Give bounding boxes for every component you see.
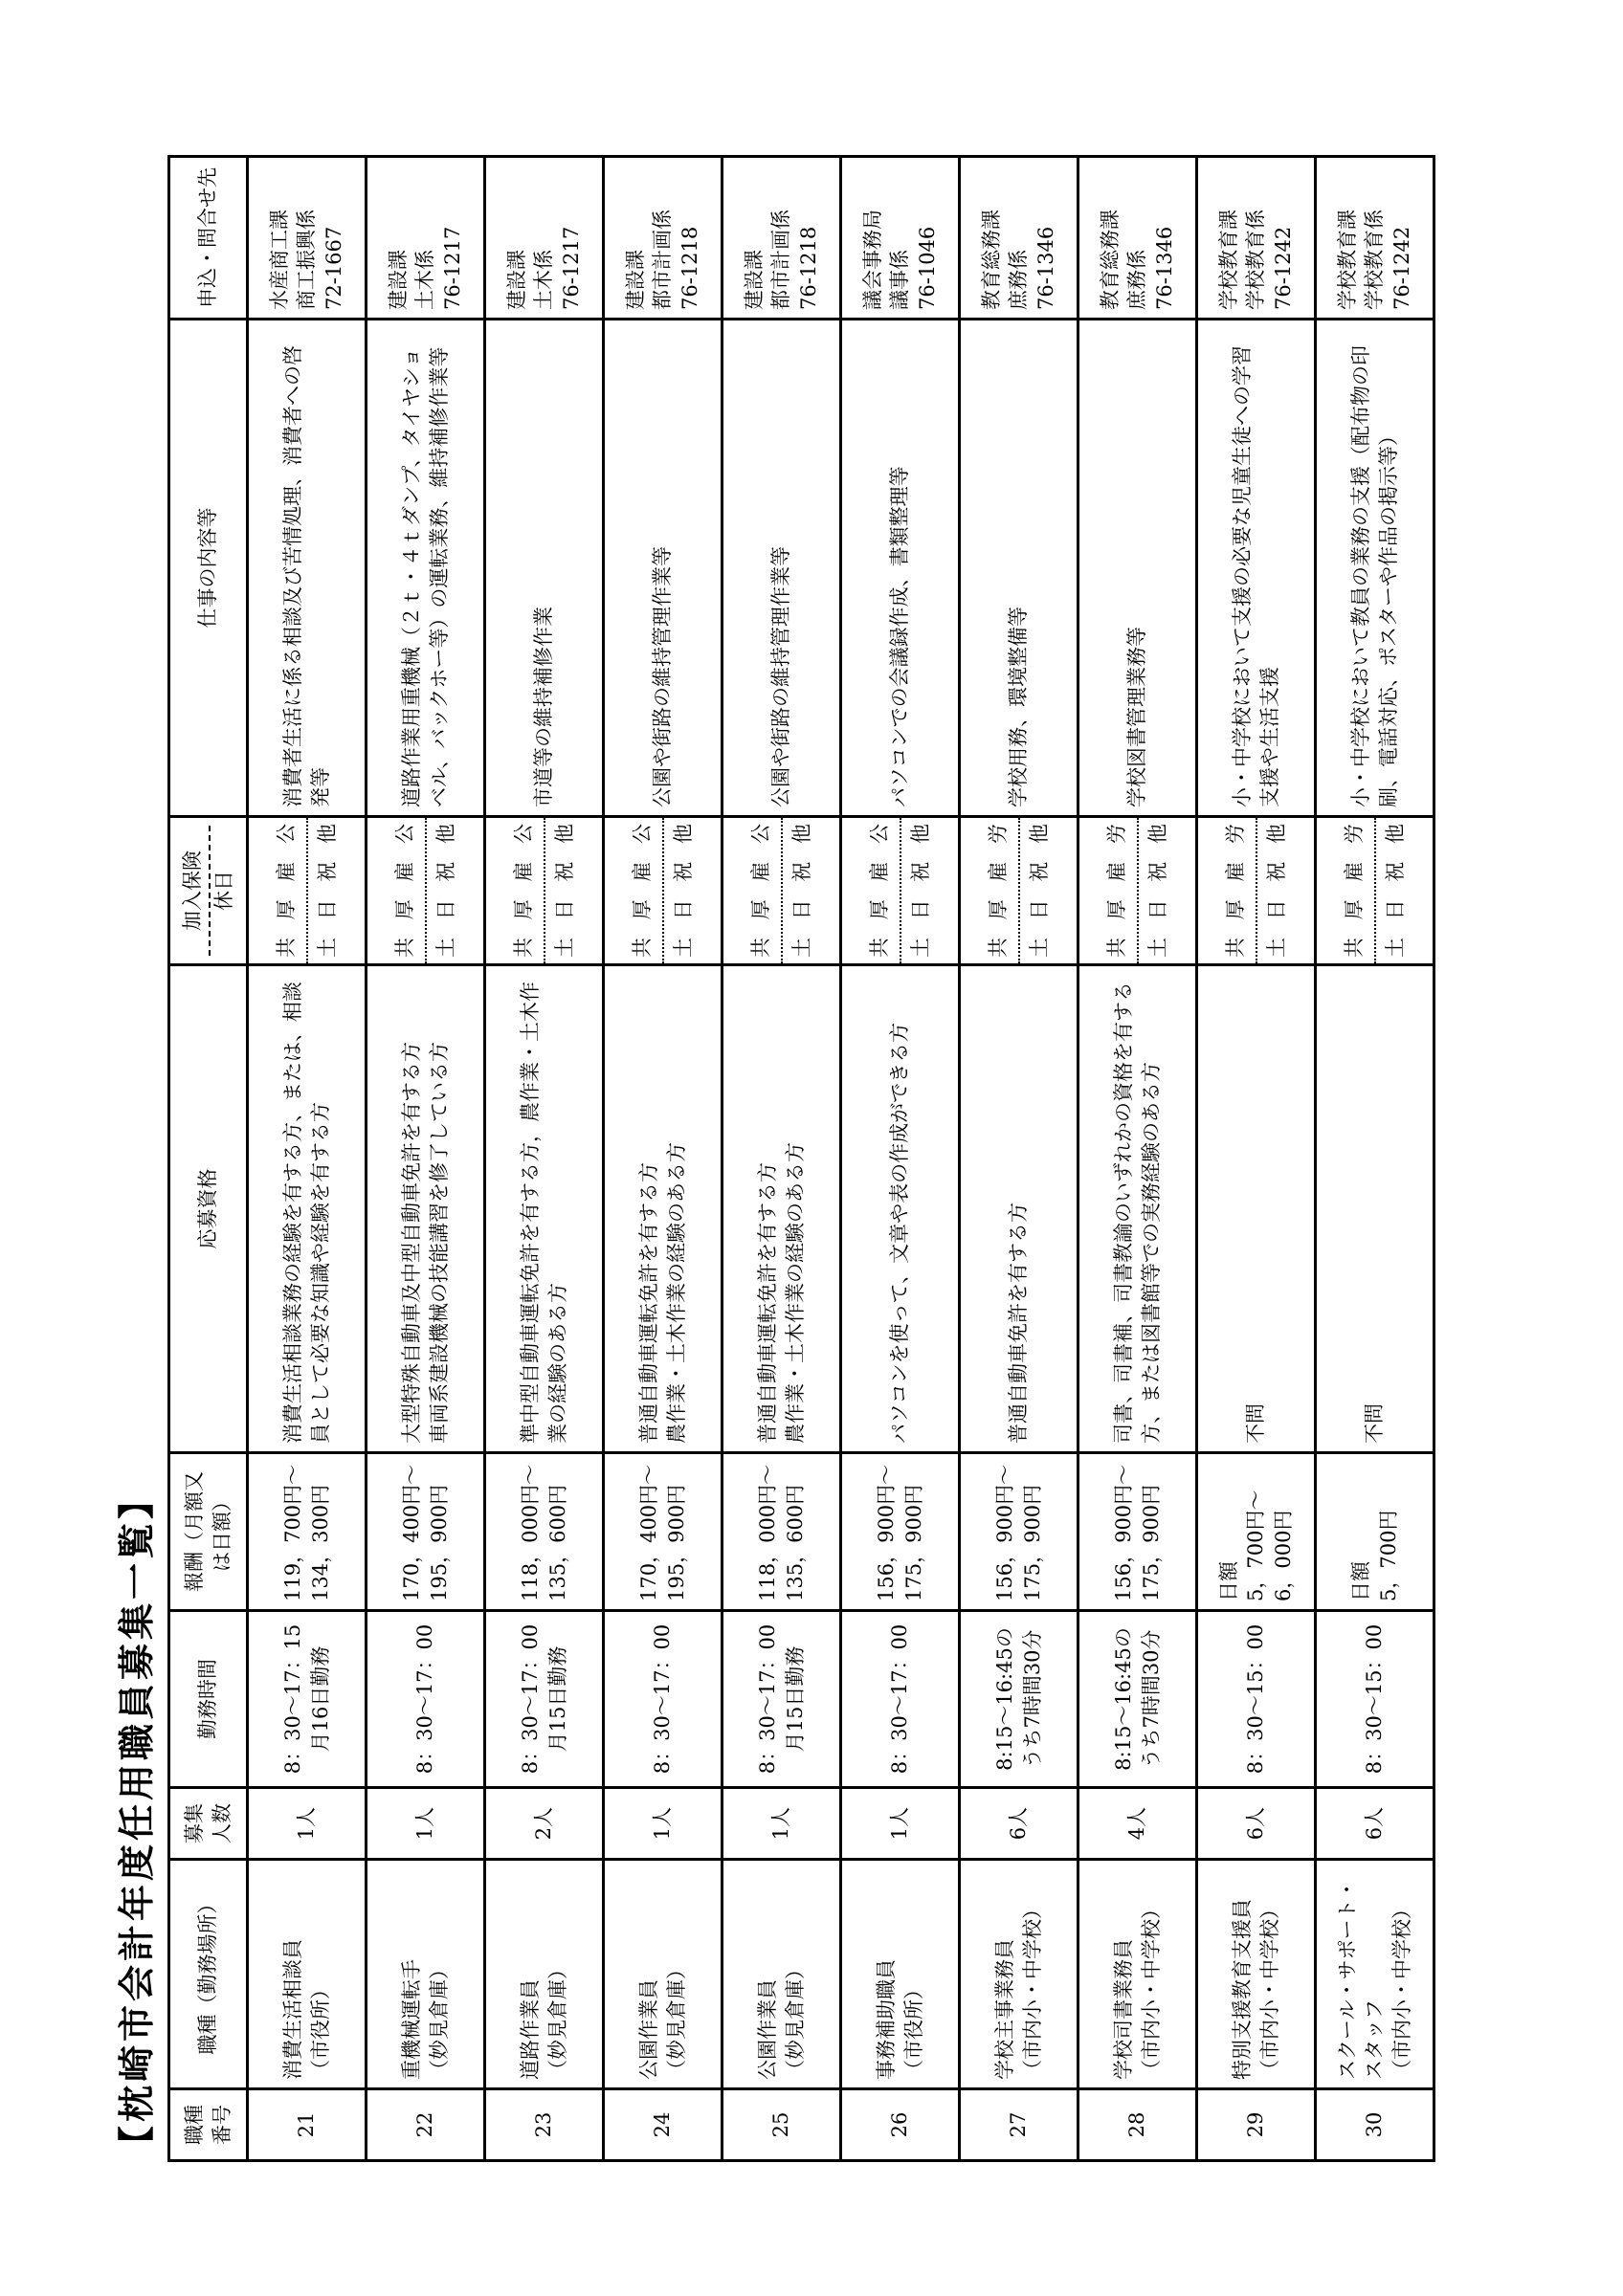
holiday-item: 土 [671,938,695,958]
row-work: 道路作業用重機械（２ｔ・４ｔダンプ、タイヤショベル、バックホー等）の運転業務、維持補修作業等 [367,320,485,817]
row-insurance [960,817,1078,965]
table-row [1197,157,1316,2161]
holiday-list [1020,818,1058,963]
insurance-item: 雇 [275,861,299,882]
holiday-item: 他 [789,824,813,845]
row-contact: 教育総務課 庶務係 76-1346 [960,157,1078,320]
insurance-item: 厚 [1105,899,1129,920]
insurance-item: 公 [393,824,417,845]
row-pay: 170，400円～ 195，900円 [367,1453,485,1611]
row-contact: 水産商工課 商工振興係 72-1667 [248,157,367,320]
insurance-list [1216,818,1256,963]
header-work: 仕事の内容等 [169,320,248,817]
insurance-list [742,818,782,963]
insurance-item: 労 [987,824,1011,845]
recruitment-table [167,155,1435,2162]
insurance-item: 雇 [512,861,536,882]
insurance-item: 共 [1224,938,1248,958]
holiday-item: 日 [1383,899,1407,920]
row-pay: 118，000円～ 135，600円 [723,1453,841,1611]
row-num: 22 [367,2089,485,2161]
row-hours: 8：30～17：00 月15日勤務 [723,1611,841,1788]
header-contact: 申込・問合せ先 [169,157,248,320]
insurance-block [1216,818,1296,963]
table-header-row [169,157,248,2161]
holiday-item: 祝 [1264,861,1288,882]
insurance-list [1335,818,1375,963]
row-hours: 8：30～17：00 [604,1611,723,1788]
holiday-item: 祝 [552,861,576,882]
holiday-item: 他 [552,824,576,845]
holiday-item: 日 [434,899,457,920]
row-job: 公園作業員 （妙見倉庫） [604,1860,723,2089]
row-job: 学校主事業務員 （市内小・中学校） [960,1860,1078,2089]
header-num: 職種番号 [169,2089,248,2161]
row-num: 27 [960,2089,1078,2161]
row-work: 消費者生活に係る相談及び苦情処理、消費者への啓発等 [248,320,367,817]
insurance-item: 厚 [749,899,773,920]
insurance-list [623,818,663,963]
insurance-item: 公 [868,824,892,845]
recruitment-table-wrap [167,155,1435,2162]
insurance-item: 共 [868,938,892,958]
holiday-list [1257,818,1296,963]
row-pay: 119，700円～ 134，300円 [248,1453,367,1611]
row-qualification: 不問 [1197,965,1316,1453]
holiday-list [783,818,821,963]
row-qualification: 普通自動車運転免許を有する方 農作業・土木作業の経験のある方 [604,965,723,1453]
insurance-list [1098,818,1138,963]
row-num: 26 [841,2089,960,2161]
holiday-item: 祝 [789,861,813,882]
row-count: 1人 [841,1788,960,1860]
insurance-item: 雇 [1343,861,1367,882]
insurance-list [267,818,307,963]
row-work: 公園や街路の維持管理作業等 [723,320,841,817]
row-work: 学校図書管理業務等 [1078,320,1197,817]
row-work: 公園や街路の維持管理作業等 [604,320,723,817]
insurance-item: 雇 [749,861,773,882]
holiday-item: 祝 [1383,861,1407,882]
insurance-list [386,818,426,963]
row-hours: 8：30～15：00 [1197,1611,1316,1788]
holiday-item: 祝 [315,861,339,882]
holiday-item: 土 [1145,938,1169,958]
row-job: スクール・サポート・スタッフ （市内小・中学校） [1316,1860,1434,2089]
insurance-block [979,818,1058,963]
row-count: 6人 [1316,1788,1434,1860]
row-count: 1人 [367,1788,485,1860]
holiday-item: 他 [1264,824,1288,845]
header-holiday-label: 休日 [211,871,235,911]
table-row [960,157,1078,2161]
insurance-item: 労 [1105,824,1129,845]
insurance-item: 厚 [275,899,299,920]
row-insurance [1197,817,1316,965]
holiday-item: 祝 [671,861,695,882]
insurance-block [386,818,465,963]
insurance-list [860,818,900,963]
row-job: 公園作業員 （妙見倉庫） [723,1860,841,2089]
row-qualification: パソコンを使って、文章や表の作成ができる方 [841,965,960,1453]
row-pay: 156，900円～ 175，900円 [841,1453,960,1611]
row-pay: 日額 5，700円～ 6，000円 [1197,1453,1316,1611]
insurance-item: 厚 [868,899,892,920]
table-row [723,157,841,2161]
insurance-block [1335,818,1414,963]
row-pay: 170，400円～ 195，900円 [604,1453,723,1611]
holiday-item: 土 [315,938,339,958]
holiday-item: 土 [1027,938,1051,958]
row-hours: 8：30～17：15 月16日勤務 [248,1611,367,1788]
row-contact: 建設課 都市計画係 76-1218 [723,157,841,320]
insurance-item: 共 [1343,938,1367,958]
row-insurance [1316,817,1434,965]
row-contact: 建設課 土木係 76-1217 [485,157,604,320]
row-job: 学校司書業務員 （市内小・中学校） [1078,1860,1197,2089]
insurance-block [623,818,702,963]
row-count: 1人 [604,1788,723,1860]
header-qualification: 応募資格 [169,965,248,1453]
insurance-item: 雇 [1105,861,1129,882]
holiday-list [545,818,584,963]
holiday-item: 日 [671,899,695,920]
insurance-item: 厚 [987,899,1011,920]
row-pay: 156，900円～ 175，900円 [1078,1453,1197,1611]
row-num: 23 [485,2089,604,2161]
row-insurance [841,817,960,965]
holiday-item: 日 [1264,899,1288,920]
insurance-item: 雇 [1224,861,1248,882]
header-count: 募集人数 [169,1788,248,1860]
row-contact: 教育総務課 庶務係 76-1346 [1078,157,1197,320]
row-pay: 118，000円～ 135，600円 [485,1453,604,1611]
insurance-item: 共 [749,938,773,958]
insurance-item: 共 [393,938,417,958]
insurance-item: 雇 [868,861,892,882]
insurance-item: 厚 [512,899,536,920]
row-job: 事務補助職員 （市役所） [841,1860,960,2089]
holiday-item: 他 [1383,824,1407,845]
holiday-list [1139,818,1177,963]
holiday-item: 土 [1383,938,1407,958]
insurance-block [267,818,346,963]
insurance-item: 公 [631,824,655,845]
insurance-item: 共 [987,938,1011,958]
row-count: 4人 [1078,1788,1197,1860]
row-insurance [1078,817,1197,965]
holiday-item: 祝 [1027,861,1051,882]
row-insurance [367,817,485,965]
holiday-list [308,818,346,963]
row-contact: 建設課 土木係 76-1217 [367,157,485,320]
holiday-item: 日 [315,899,339,920]
insurance-item: 公 [749,824,773,845]
insurance-item: 雇 [987,861,1011,882]
row-qualification: 不問 [1316,965,1434,1453]
row-job: 道路作業員 （妙見倉庫） [485,1860,604,2089]
holiday-item: 土 [434,938,457,958]
row-count: 2人 [485,1788,604,1860]
row-contact: 学校教育課 学校教育係 76-1242 [1197,157,1316,320]
insurance-block [1098,818,1177,963]
insurance-item: 厚 [1343,899,1367,920]
header-insurance-label: 加入保険 [179,826,210,956]
row-hours: 8：30～15：00 [1316,1611,1434,1788]
holiday-item: 土 [789,938,813,958]
row-count: 1人 [723,1788,841,1860]
header-insurance [169,817,248,965]
row-job: 消費生活相談員 （市役所） [248,1860,367,2089]
row-hours: 8:15～16:45の うち7時間30分 [960,1611,1078,1788]
row-qualification: 司書、司書補、司書教諭のいずれかの資格を有する方、または図書館等での実務経験のある方 [1078,965,1197,1453]
row-contact: 議会事務局 議事係 76-1046 [841,157,960,320]
row-num: 29 [1197,2089,1316,2161]
holiday-list [1376,818,1414,963]
row-count: 1人 [248,1788,367,1860]
holiday-item: 土 [1264,938,1288,958]
holiday-item: 祝 [1145,861,1169,882]
insurance-item: 厚 [393,899,417,920]
row-num: 30 [1316,2089,1434,2161]
holiday-item: 祝 [908,861,932,882]
insurance-item: 共 [512,938,536,958]
holiday-item: 祝 [434,861,457,882]
holiday-item: 日 [552,899,576,920]
row-pay: 日額 5，700円 [1316,1453,1434,1611]
holiday-list [664,818,702,963]
row-num: 28 [1078,2089,1197,2161]
holiday-item: 土 [552,938,576,958]
insurance-item: 公 [275,824,299,845]
row-qualification: 大型特殊自動車及中型自動車免許を有する方 車両系建設機械の技能講習を修了している方 [367,965,485,1453]
row-num: 24 [604,2089,723,2161]
insurance-list [979,818,1019,963]
row-num: 21 [248,2089,367,2161]
table-body [248,157,1434,2161]
row-pay: 156，900円～ 175，900円 [960,1453,1078,1611]
row-qualification: 普通自動車免許を有する方 [960,965,1078,1453]
header-job: 職種（勤務場所） [169,1860,248,2089]
holiday-item: 土 [908,938,932,958]
row-hours: 8：30～17：00 [367,1611,485,1788]
row-hours: 8：30～17：00 月15日勤務 [485,1611,604,1788]
insurance-item: 公 [512,824,536,845]
row-work: 市道等の維持補修作業 [485,320,604,817]
insurance-block [504,818,584,963]
row-insurance [248,817,367,965]
table-row [1078,157,1197,2161]
row-count: 6人 [1197,1788,1316,1860]
holiday-item: 他 [671,824,695,845]
row-work: パソコンでの会議録作成、書類整理等 [841,320,960,817]
table-row [841,157,960,2161]
row-hours: 8:15～16:45の うち7時間30分 [1078,1611,1197,1788]
row-insurance [485,817,604,965]
row-count: 6人 [960,1788,1078,1860]
row-work: 学校用務、環境整備等 [960,320,1078,817]
row-job: 特別支援教育支援員 （市内小・中学校） [1197,1860,1316,2089]
insurance-list [504,818,545,963]
row-job: 重機械運転手 （妙見倉庫） [367,1860,485,2089]
holiday-item: 日 [789,899,813,920]
insurance-item: 厚 [1224,899,1248,920]
row-hours: 8：30～17：00 [841,1611,960,1788]
holiday-item: 他 [315,824,339,845]
row-qualification: 普通自動車運転免許を有する方 農作業・土木作業の経験のある方 [723,965,841,1453]
holiday-list [427,818,465,963]
insurance-block [742,818,821,963]
holiday-item: 他 [434,824,457,845]
row-num: 25 [723,2089,841,2161]
insurance-item: 共 [1105,938,1129,958]
row-contact: 学校教育課 学校教育係 76-1242 [1316,157,1434,320]
holiday-item: 他 [1145,824,1169,845]
insurance-item: 雇 [393,861,417,882]
insurance-item: 厚 [631,899,655,920]
table-row [485,157,604,2161]
row-contact: 建設課 都市計画係 76-1218 [604,157,723,320]
table-row [604,157,723,2161]
row-work: 小・中学校において教員の業務の支援（配布物の印刷、電話対応、ポスターや作品の掲示等） [1316,320,1434,817]
row-insurance [604,817,723,965]
insurance-item: 雇 [631,861,655,882]
holiday-list [901,818,940,963]
header-pay: 報酬（月額又は日額） [169,1453,248,1611]
holiday-item: 他 [908,824,932,845]
table-row [367,157,485,2161]
insurance-item: 共 [275,938,299,958]
row-qualification: 消費生活相談業務の経験を有する方、または、相談員として必要な知識や経験を有する方 [248,965,367,1453]
insurance-item: 労 [1343,824,1367,845]
table-row [1316,157,1434,2161]
header-hours: 勤務時間 [169,1611,248,1788]
holiday-item: 日 [908,899,932,920]
row-qualification: 準中型自動車運転免許を有する方，農作業・土木作業の経験のある方 [485,965,604,1453]
holiday-item: 日 [1145,899,1169,920]
row-insurance [723,817,841,965]
holiday-item: 他 [1027,824,1051,845]
table-row [248,157,367,2161]
page-title: 【枕崎市会計年度任用職員募集一覧】 [116,1478,158,2162]
insurance-item: 労 [1224,824,1248,845]
holiday-item: 日 [1027,899,1051,920]
insurance-item: 共 [631,938,655,958]
row-work: 小・中学校において支援の必要な児童生徒への学習支援や生活支援 [1197,320,1316,817]
insurance-block [860,818,940,963]
